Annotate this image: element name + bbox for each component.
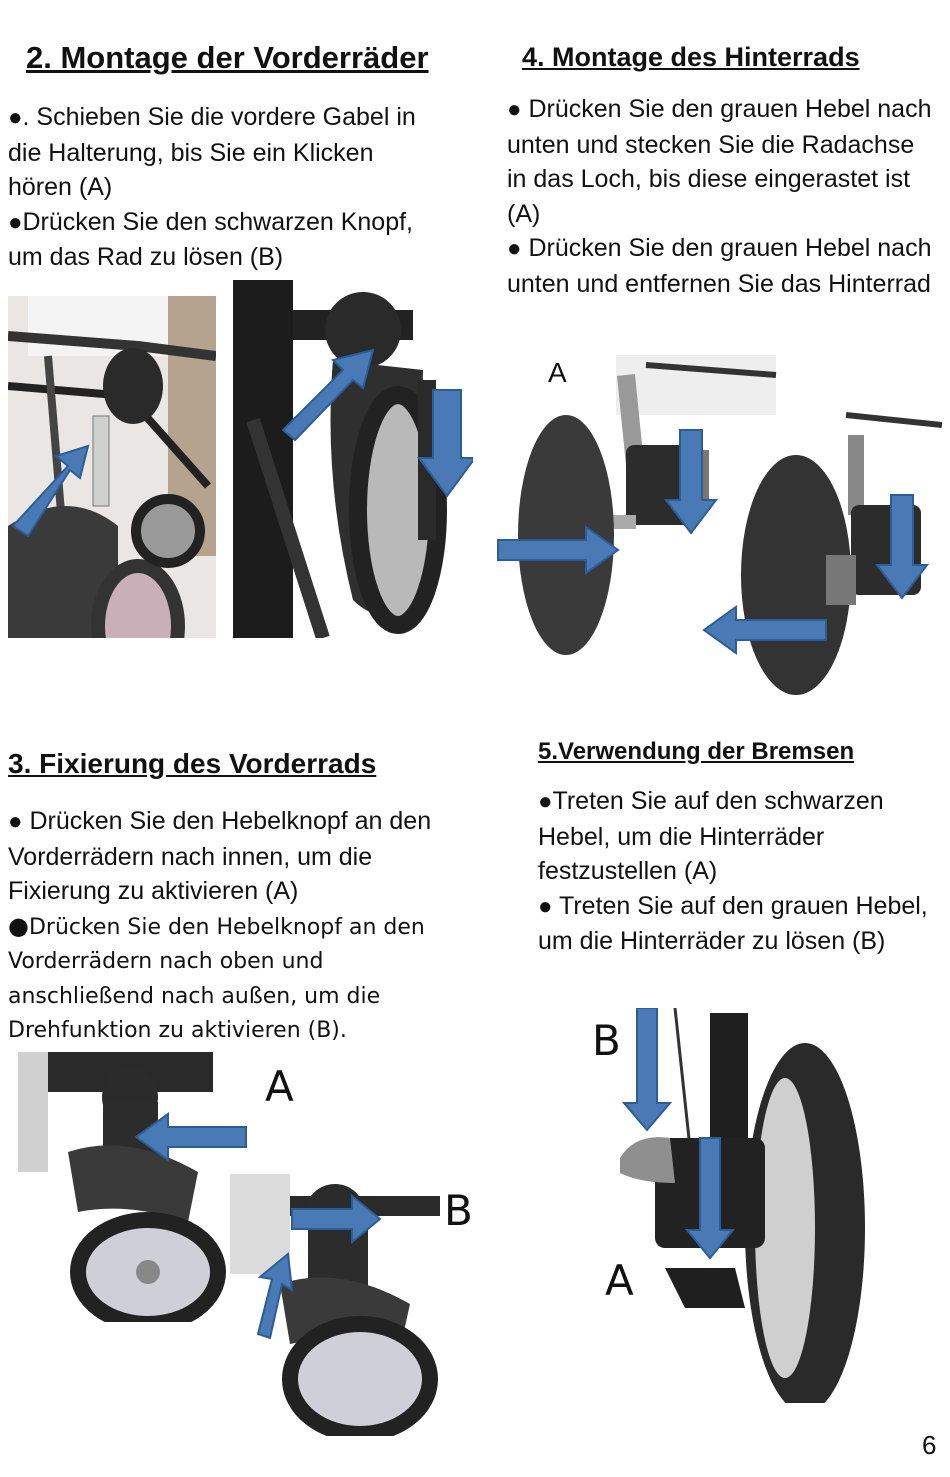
front-fork-insert-photo <box>8 296 216 638</box>
rear-wheel-mount-photo <box>496 355 942 700</box>
page-number: 6 <box>922 1430 937 1460</box>
bullet-icon: ● <box>507 235 522 262</box>
photo-label-a: A <box>265 1062 294 1111</box>
bullet-icon: ● <box>8 911 29 940</box>
section-2-paragraph-1: ●. Schieben Sie die vordere Gabel in die Halterung, bis Sie ein Klicken hören (A) <box>8 103 416 201</box>
photo-label-b: B <box>592 1016 621 1065</box>
section-3-text <box>8 804 448 1049</box>
section-2-heading: 2. Montage der Vorderräder <box>26 40 429 75</box>
section-3-paragraph-2: ●Drücken Sie den Hebelknopf an den Vorderrädern nach oben und anschließend nach außen, um die Drehfunktion zu aktivieren (B). <box>8 911 425 1043</box>
section-4-paragraph-2: ● Drücken Sie den grauen Hebel nach unten und entfernen Sie das Hinterrad <box>507 234 932 298</box>
bullet-icon: ● <box>8 808 23 835</box>
photo-label-a: A <box>605 1256 634 1305</box>
section-5-paragraph-2: ● Treten Sie auf den grauen Hebel, um die Hinterräder zu lösen (B) <box>538 891 928 955</box>
section-4-text <box>507 92 939 301</box>
section-5-paragraph-1: ●Treten Sie auf den schwarzen Hebel, um die Hinterräder festzustellen (A) <box>538 787 884 885</box>
bullet-icon: ● <box>538 788 553 815</box>
section-4-heading: 4. Montage des Hinterrads <box>522 42 860 72</box>
section-2-paragraph-2: ●Drücken Sie den schwarzen Knopf, um das Rad zu lösen (B) <box>8 207 413 271</box>
section-3-heading: 3. Fixierung des Vorderrads <box>8 748 377 779</box>
bullet-icon: ● <box>8 104 23 131</box>
brake-pedals-photo <box>615 1008 865 1403</box>
bullet-icon: ● <box>507 96 522 123</box>
photo-label-a: A <box>548 357 567 388</box>
front-wheel-swivel-photo <box>230 1174 442 1436</box>
section-4-paragraph-1: ● Drücken Sie den grauen Hebel nach unten und stecken Sie die Radachse in das Loch, bis diese eingerastet ist (A) <box>507 95 932 228</box>
section-2-text <box>8 100 433 275</box>
section-5-heading: 5.Verwendung der Bremsen <box>538 738 855 765</box>
bullet-icon: ● <box>538 892 553 920</box>
front-wheel-lock-photo <box>18 1052 248 1322</box>
front-wheel-release-photo <box>233 280 473 638</box>
section-5-text <box>538 784 948 959</box>
bullet-icon: ● <box>8 208 23 236</box>
photo-label-b: B <box>444 1186 473 1235</box>
section-3-paragraph-1: ● Drücken Sie den Hebelknopf an den Vorderrädern nach innen, um die Fixierung zu aktivieren (A) <box>8 807 432 905</box>
